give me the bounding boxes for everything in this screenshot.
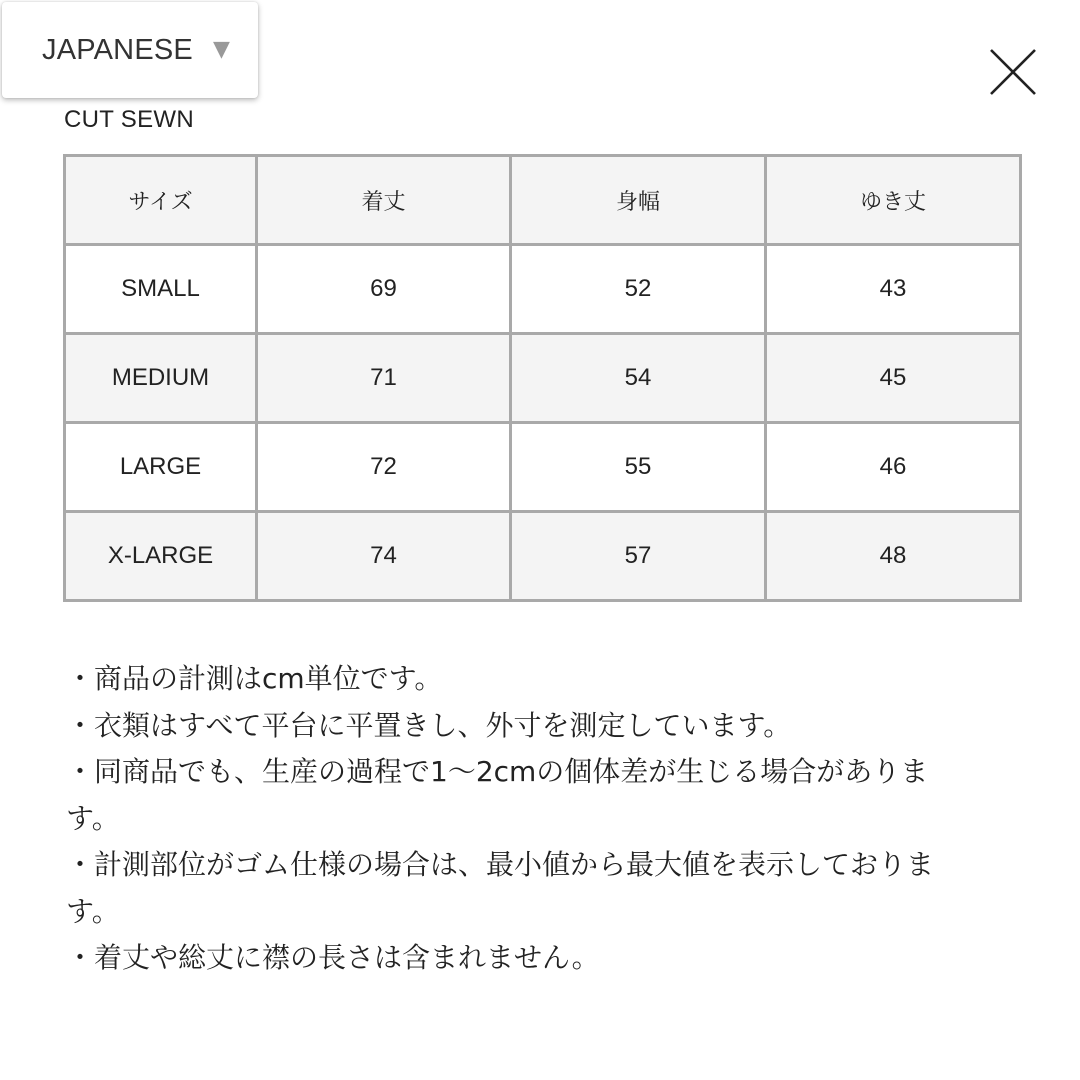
table-cell: 69 — [257, 245, 511, 334]
note-line: す。 — [66, 894, 120, 928]
table-cell: SMALL — [65, 245, 257, 334]
table-cell: MEDIUM — [65, 334, 257, 423]
table-cell: 54 — [511, 334, 766, 423]
close-button[interactable] — [985, 45, 1041, 101]
note-line: す。 — [66, 801, 120, 835]
table-cell: 46 — [766, 423, 1021, 512]
language-selected-value: JAPANESE — [42, 33, 193, 66]
table-cell: 43 — [766, 245, 1021, 334]
table-cell: X-LARGE — [65, 512, 257, 601]
table-cell: 57 — [511, 512, 766, 601]
header-cell-width: 身幅 — [511, 156, 766, 245]
header-cell-sleeve: ゆき丈 — [766, 156, 1021, 245]
table-cell: 52 — [511, 245, 766, 334]
section-title: CUT SEWN — [64, 106, 194, 133]
measurement-notes — [66, 656, 1026, 982]
note-line: ・計測部位がゴム仕様の場合は、最小値から最大値を表示しておりま — [66, 848, 935, 881]
table-row — [65, 423, 1021, 512]
table-row — [65, 512, 1021, 601]
size-table — [63, 154, 1022, 602]
table-cell: 74 — [257, 512, 511, 601]
table-row — [65, 334, 1021, 423]
note-line: ・着丈や総丈に襟の長さは含まれません。 — [66, 941, 600, 974]
header-cell-length: 着丈 — [257, 156, 511, 245]
table-cell: 48 — [766, 512, 1021, 601]
header-cell-size: サイズ — [65, 156, 257, 245]
table-cell: 71 — [257, 334, 511, 423]
note-line: ・商品の計測はcm単位です。 — [66, 662, 443, 695]
table-cell: 45 — [766, 334, 1021, 423]
chevron-down-icon: ▼ — [212, 37, 230, 62]
table-header-row — [65, 156, 1021, 245]
table-cell: 72 — [257, 423, 511, 512]
table-row — [65, 245, 1021, 334]
close-icon — [985, 45, 1041, 101]
table-cell: 55 — [511, 423, 766, 512]
table-cell: LARGE — [65, 423, 257, 512]
language-dropdown[interactable] — [2, 2, 258, 98]
note-line: ・同商品でも、生産の過程で1〜2cmの個体差が生じる場合がありま — [66, 755, 929, 788]
note-line: ・衣類はすべて平台に平置きし、外寸を測定しています。 — [66, 708, 792, 742]
